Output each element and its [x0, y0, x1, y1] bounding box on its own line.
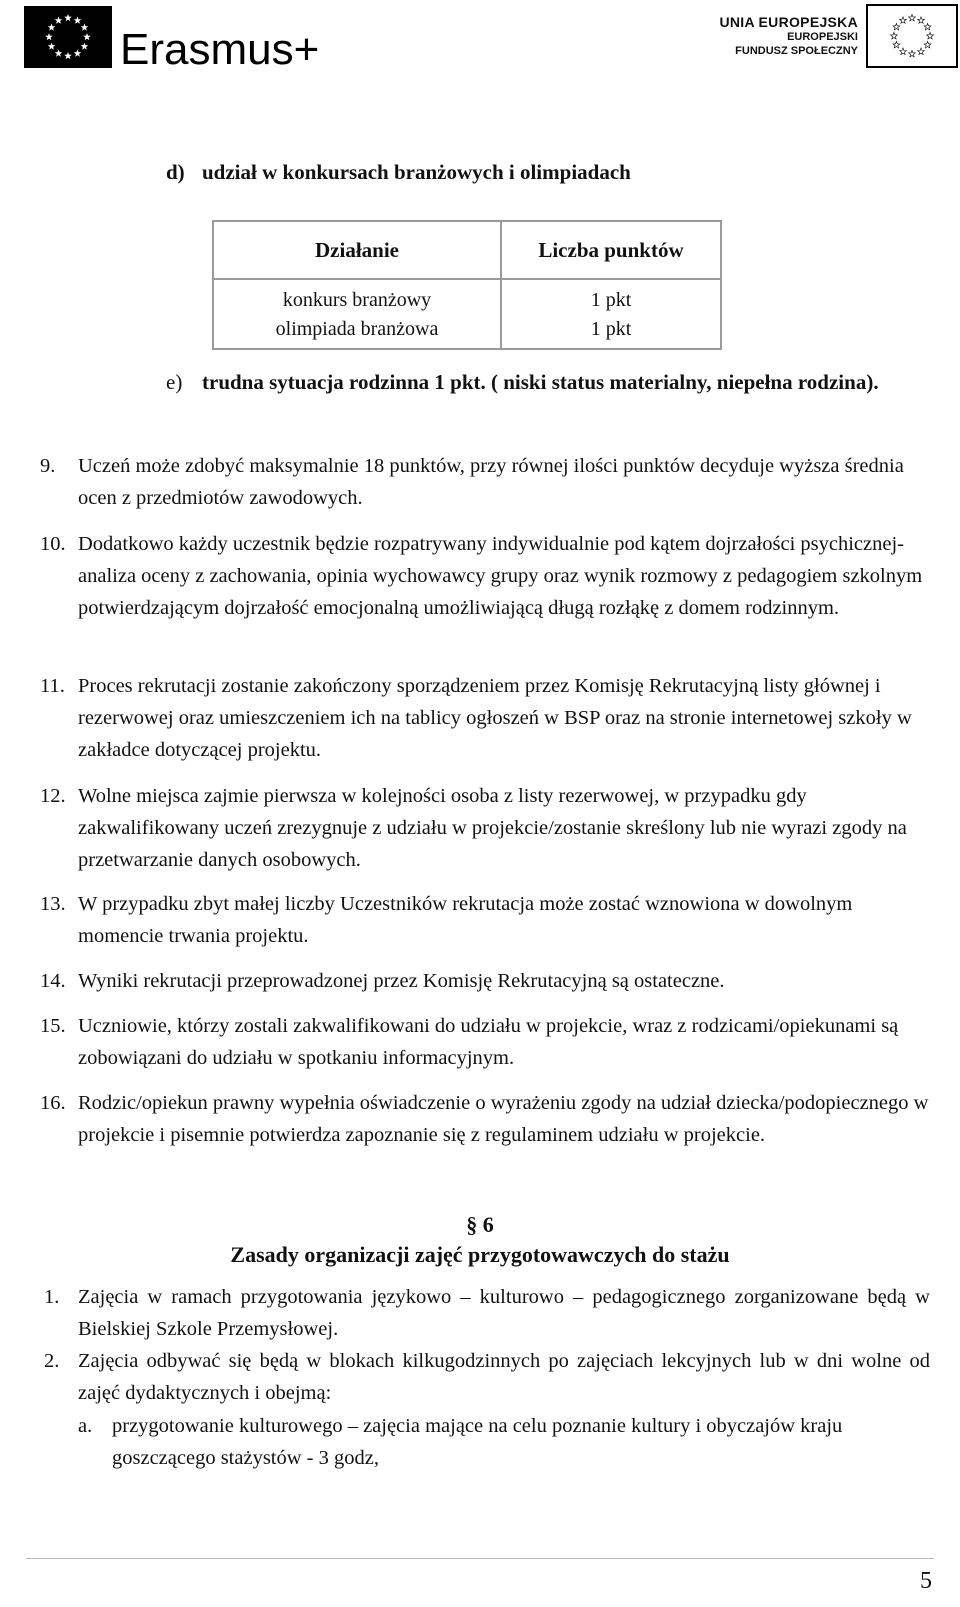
- list-item-text: Wyniki rekrutacji przeprowadzonej przez Komisję Rekrutacyjną są ostateczne.: [78, 970, 725, 992]
- star-icon: [48, 24, 56, 31]
- table-header-cell: Liczba punktów: [501, 221, 721, 279]
- section-subitem-marker: a.: [78, 1415, 93, 1437]
- efs-logo-line3: FUNDUSZ SPOŁECZNY: [735, 45, 858, 57]
- erasmus-logo: [24, 6, 324, 74]
- list-item: [40, 1087, 930, 1151]
- item-d-text: udział w konkursach branżowych i olimpiadach: [202, 160, 631, 184]
- section-item-text: Zajęcia w ramach przygotowania językowo – kulturowo – pedagogicznego zorganizowane będą w Bielskiej Szkole Przemysłowej.: [78, 1286, 930, 1340]
- item-e-text: trudna sytuacja rodzinna 1 pkt. ( niski status materialny, niepełna rodzina).: [202, 370, 879, 394]
- eu-flag-icon: [24, 6, 112, 68]
- list-item-text: Uczniowie, którzy zostali zakwalifikowani do udziału w projekcie, wraz z rodzicami/opiekunami są zobowiązani do udziału w spotkaniu informacyjnym.: [78, 1015, 899, 1069]
- star-icon: [924, 41, 931, 48]
- table-cell: konkurs branżowy: [213, 279, 501, 315]
- efs-logo-line1: UNIA EUROPEJSKA: [719, 14, 858, 30]
- list-item-text: Dodatkowo każdy uczestnik będzie rozpatrywany indywidualnie pod kątem dojrzałości psychicznej- analiza oceny z zachowania, opinia wychowawcy grupy oraz wynik rozmowy z pedagogiem szkolnym potwierdzającym dojrzałość emocjonalną umożliwiającą długą rozłąkę z domem rodzinnym.: [78, 533, 923, 619]
- star-icon: [918, 48, 925, 55]
- points-table: [212, 220, 722, 350]
- list-item-number: 10.: [40, 533, 66, 555]
- list-item-text: Uczeń może zdobyć maksymalnie 18 punktów, przy równej ilości punktów decyduje wyższa średnia ocen z przedmiotów zawodowych.: [78, 455, 904, 509]
- list-item-number: 12.: [40, 785, 66, 807]
- item-d: [166, 160, 631, 185]
- footer-divider: [26, 1558, 934, 1559]
- star-icon: [45, 33, 53, 40]
- table-row: [213, 315, 721, 349]
- section-item-number: 1.: [44, 1286, 60, 1308]
- star-icon: [55, 17, 63, 24]
- list-item-number: 15.: [40, 1015, 66, 1037]
- section-subitem-text: przygotowanie kulturowego – zajęcia mające na celu poznanie kultury i obyczajów kraju goszczącego stażystów - 3 godz,: [112, 1415, 843, 1469]
- star-icon: [64, 52, 72, 59]
- table-header-row: [213, 221, 721, 279]
- section-sign: § 6: [466, 1212, 494, 1237]
- star-icon: [927, 32, 934, 39]
- erasmus-logo-text: Erasmus+: [120, 25, 320, 74]
- list-item-number: 13.: [40, 893, 66, 915]
- list-item: [40, 450, 930, 514]
- star-icon: [81, 43, 89, 50]
- list-item-number: 9.: [40, 455, 56, 477]
- star-icon: [900, 17, 907, 24]
- item-d-marker: d): [166, 160, 185, 184]
- list-item: [40, 1010, 930, 1074]
- star-icon: [74, 49, 82, 56]
- table-cell: 1 pkt: [501, 279, 721, 315]
- item-e: [166, 366, 906, 398]
- eu-stars-icon: [866, 4, 958, 68]
- star-icon: [81, 24, 89, 31]
- list-item-text: Wolne miejsca zajmie pierwsza w kolejności osoba z listy rezerwowej, w przypadku gdy zakwalifikowany uczeń zrezygnuje z udziału w projekcie/zostanie skreślony lub nie wyrazi zgody na przetwarzanie danych osobowych.: [78, 785, 907, 871]
- efs-logo-line2: EUROPEJSKI: [787, 31, 858, 43]
- star-icon: [48, 43, 56, 50]
- list-item-number: 14.: [40, 970, 66, 992]
- star-icon: [83, 33, 91, 40]
- star-icon: [900, 48, 907, 55]
- section-item-number: 2.: [44, 1350, 60, 1372]
- table-cell: olimpiada branżowa: [213, 315, 501, 349]
- section-item-text: Zajęcia odbywać się będą w blokach kilkugodzinnych po zajęciach lekcyjnych lub w dni wolne od zajęć dydaktycznych i obejmą:: [78, 1350, 930, 1404]
- list-item: [40, 670, 930, 766]
- page-number: 5: [920, 1568, 932, 1594]
- star-icon: [891, 32, 898, 39]
- list-item-number: 16.: [40, 1092, 66, 1114]
- list-item: [40, 780, 930, 876]
- star-icon: [893, 23, 900, 30]
- list-item: [40, 528, 930, 624]
- efs-logo: [708, 4, 958, 70]
- star-icon: [55, 49, 63, 56]
- list-item-text: Rodzic/opiekun prawny wypełnia oświadczenie o wyrażeniu zgody na udział dziecka/podopiecznego w projekcie i pisemnie potwierdza zapoznanie się z regulaminem udziału w projekcie.: [78, 1092, 929, 1146]
- table-row: [213, 279, 721, 315]
- star-icon: [893, 41, 900, 48]
- table-cell: 1 pkt: [501, 315, 721, 349]
- star-icon: [918, 17, 925, 24]
- star-icon: [909, 14, 916, 21]
- section-title: Zasady organizacji zajęć przygotowawczych do stażu: [230, 1242, 730, 1267]
- section-item: [44, 1345, 930, 1409]
- section-item: [44, 1281, 930, 1345]
- list-item: [40, 888, 930, 952]
- star-icon: [74, 17, 82, 24]
- list-item-text: W przypadku zbyt małej liczby Uczestników rekrutacja może zostać wznowiona w dowolnym momencie trwania projektu.: [78, 893, 853, 947]
- list-item-text: Proces rekrutacji zostanie zakończony sporządzeniem przez Komisję Rekrutacyjną listy głównej i rezerwowej oraz umieszczeniem ich na tablicy ogłoszeń w BSP oraz na stronie internetowej szkoły w zakładce dotyczącej projektu.: [78, 675, 912, 761]
- star-icon: [909, 50, 916, 57]
- star-icon: [64, 14, 72, 21]
- item-e-marker: e): [166, 370, 183, 394]
- list-item: [40, 965, 930, 997]
- list-item-number: 11.: [40, 675, 65, 697]
- star-icon: [924, 23, 931, 30]
- efs-logo-text: [719, 14, 858, 58]
- section-subitem: [78, 1410, 898, 1474]
- table-header-cell: Działanie: [213, 221, 501, 279]
